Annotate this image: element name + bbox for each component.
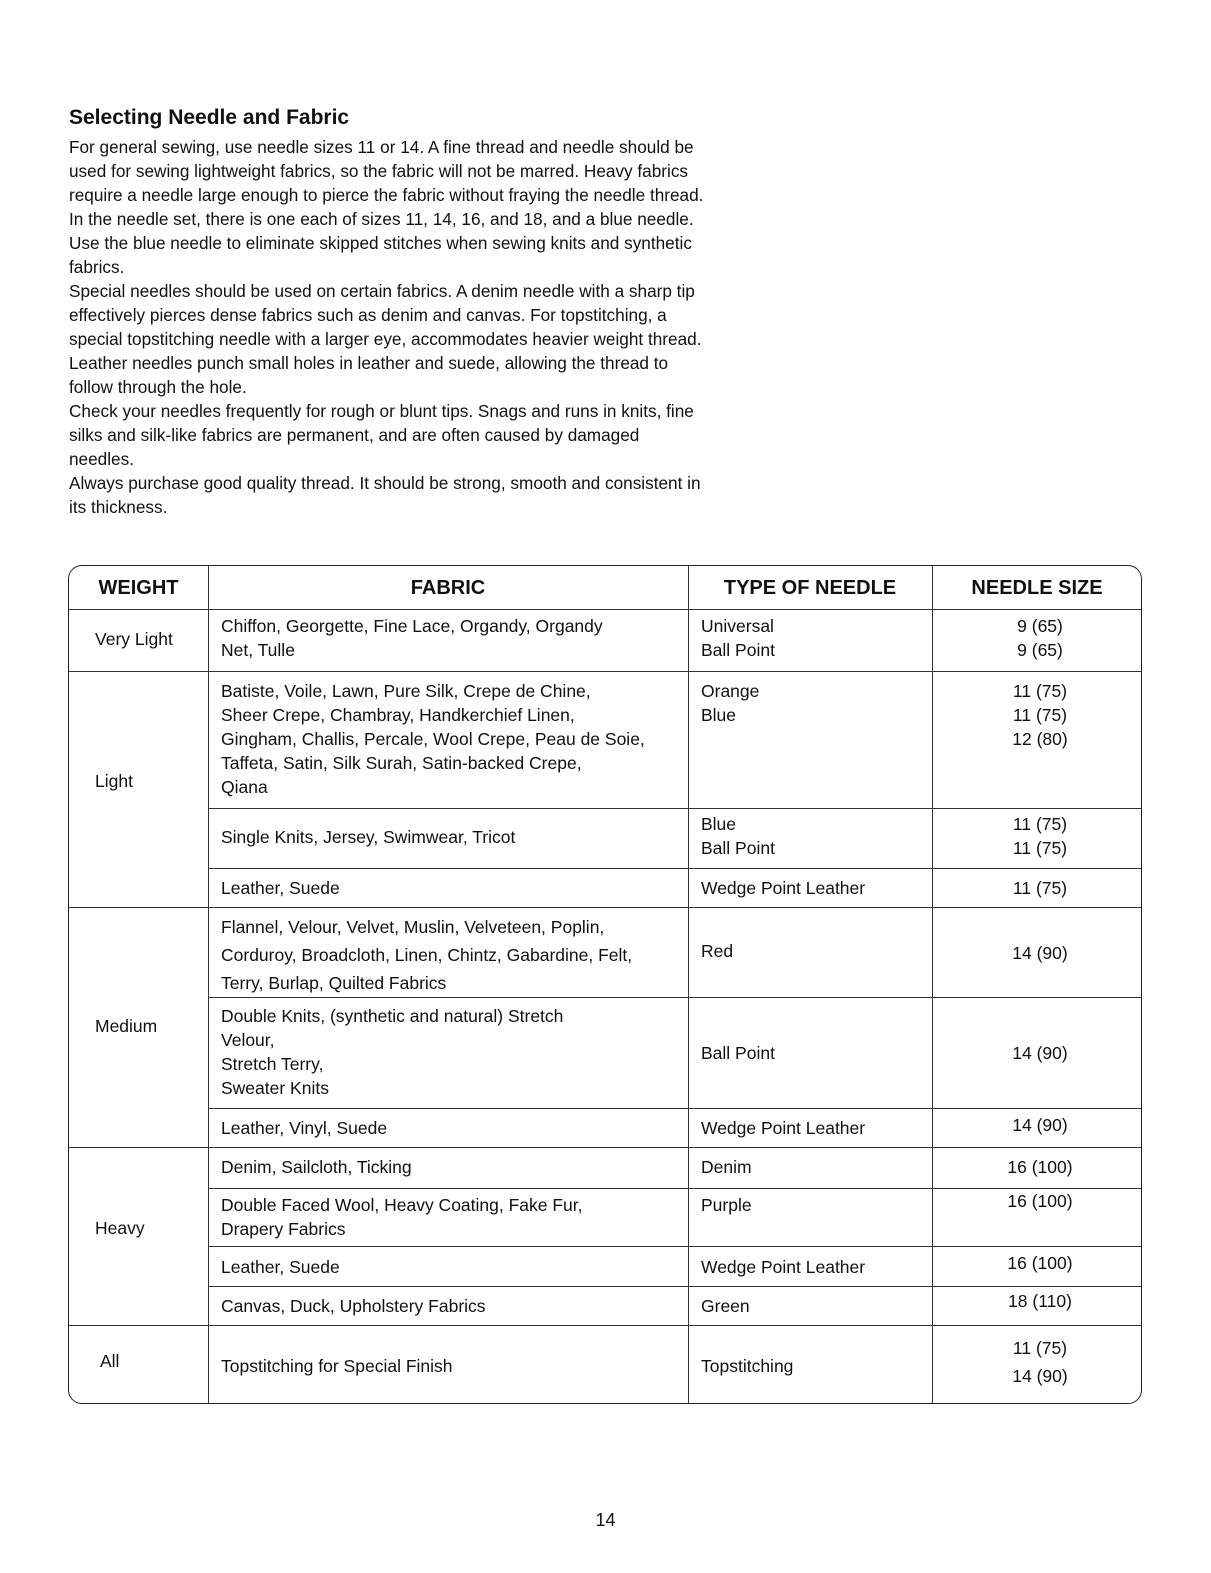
row-divider — [208, 1286, 1142, 1287]
needle-size-cell-line: 12 (80) — [1012, 729, 1068, 749]
needle-size-cell-line: 11 (75) — [1012, 814, 1068, 834]
intro-line: Leather needles punch small holes in leather and suede, allowing the thread to — [69, 353, 669, 373]
needle-size-cell-line: 14 (90) — [1012, 1366, 1068, 1386]
intro-paragraph — [69, 135, 829, 519]
needle-type-cell-line: Denim — [701, 1157, 752, 1177]
needle-size-cell-line: 11 (75) — [1012, 705, 1068, 725]
fabric-cell-line: Qiana — [221, 777, 268, 797]
fabric-cell — [221, 1193, 683, 1241]
row-divider — [208, 1246, 1142, 1247]
fabric-cell-line: Flannel, Velour, Velvet, Muslin, Velveteen, Poplin, — [221, 917, 605, 937]
intro-line: its thickness. — [69, 497, 168, 517]
needle-type-cell — [701, 939, 926, 963]
needle-type-cell-line: Red — [701, 941, 734, 961]
weight-light: Light — [95, 771, 133, 791]
needle-type-cell — [701, 1193, 926, 1217]
row-divider — [69, 1147, 1142, 1148]
fabric-cell-line: Double Knits, (synthetic and natural) Stretch — [221, 1006, 564, 1026]
fabric-cell — [221, 825, 683, 849]
header-needle-size: NEEDLE SIZE — [971, 577, 1103, 599]
intro-line: used for sewing lightweight fabrics, so the fabric will not be marred. Heavy fabrics — [69, 161, 689, 181]
fabric-cell — [221, 679, 683, 799]
fabric-cell-line: Canvas, Duck, Upholstery Fabrics — [221, 1296, 486, 1316]
needle-size-cell — [960, 1251, 1120, 1275]
needle-size-cell — [960, 1334, 1120, 1390]
needle-type-cell — [701, 876, 926, 900]
fabric-cell — [221, 1004, 683, 1100]
needle-size-cell — [960, 1113, 1120, 1137]
fabric-cell — [221, 1294, 683, 1318]
needle-type-cell-line: Blue — [701, 814, 737, 834]
fabric-cell-line: Leather, Vinyl, Suede — [221, 1118, 388, 1138]
intro-line: silks and silk-like fabrics are permanent, and are often caused by damaged — [69, 425, 640, 445]
header-fabric: FABRIC — [410, 577, 486, 599]
column-divider — [688, 566, 689, 1403]
fabric-cell — [221, 1255, 683, 1279]
needle-type-cell-line: Purple — [701, 1195, 752, 1215]
needle-type-cell-line: Wedge Point Leather — [701, 1257, 866, 1277]
needle-type-cell-line: Blue — [701, 705, 737, 725]
header-divider — [69, 609, 1142, 610]
needle-size-cell-line: 11 (75) — [1012, 838, 1068, 858]
row-divider — [208, 868, 1142, 869]
intro-line: fabrics. — [69, 257, 125, 277]
needle-size-cell-line: 14 (90) — [1012, 1043, 1068, 1063]
needle-type-cell — [701, 1116, 926, 1140]
row-divider — [208, 1188, 1142, 1189]
needle-type-cell — [701, 812, 926, 860]
needle-size-cell — [960, 1189, 1120, 1213]
fabric-cell-line: Batiste, Voile, Lawn, Pure Silk, Crepe de Chine, — [221, 681, 591, 701]
fabric-cell-line: Net, Tulle — [221, 640, 295, 660]
column-divider — [932, 566, 933, 1403]
fabric-cell-line: Corduroy, Broadcloth, Linen, Chintz, Gabardine, Felt, — [221, 945, 633, 965]
intro-line: effectively pierces dense fabrics such as denim and canvas. For topstitching, a — [69, 305, 667, 325]
intro-line: Use the blue needle to eliminate skipped stitches when sewing knits and synthetic — [69, 233, 692, 253]
intro-line: require a needle large enough to pierce the fabric without fraying the needle thread. — [69, 185, 704, 205]
needle-size-cell-line: 11 (75) — [1012, 681, 1068, 701]
needle-type-cell — [701, 1155, 926, 1179]
needle-size-cell — [960, 1155, 1120, 1179]
fabric-cell-line: Taffeta, Satin, Silk Surah, Satin-backed Crepe, — [221, 753, 582, 773]
needle-type-cell-line: Ball Point — [701, 640, 775, 660]
row-divider — [208, 1108, 1142, 1109]
fabric-cell — [221, 876, 683, 900]
needle-type-cell-line: Orange — [701, 681, 760, 701]
row-divider — [69, 1325, 1142, 1326]
needle-size-cell-line: 18 (110) — [1008, 1291, 1072, 1311]
needle-size-cell — [960, 614, 1120, 662]
needle-size-cell-line: 14 (90) — [1012, 1115, 1068, 1135]
needle-size-cell — [960, 941, 1120, 965]
needle-type-cell-line: Ball Point — [701, 1043, 775, 1063]
fabric-cell — [221, 614, 683, 662]
needle-size-cell-line: 11 (75) — [1012, 878, 1068, 898]
needle-type-cell — [701, 679, 926, 727]
intro-line: Always purchase good quality thread. It should be strong, smooth and consistent in — [69, 473, 701, 493]
needle-type-cell-line: Wedge Point Leather — [701, 878, 866, 898]
needle-type-cell — [701, 614, 926, 662]
header-type-of-needle: TYPE OF NEEDLE — [723, 577, 897, 599]
fabric-cell-line: Drapery Fabrics — [221, 1219, 346, 1239]
weight-medium: Medium — [95, 1016, 158, 1036]
intro-line: For general sewing, use needle sizes 11 or 14. A fine thread and needle should be — [69, 137, 694, 157]
weight-heavy: Heavy — [95, 1218, 145, 1238]
fabric-cell — [221, 1352, 683, 1380]
intro-line: follow through the hole. — [69, 377, 247, 397]
row-divider — [208, 997, 1142, 998]
needle-size-cell-line: 16 (100) — [1007, 1191, 1073, 1211]
needle-type-cell-line: Topstitching — [701, 1356, 794, 1376]
needle-size-cell — [960, 1289, 1120, 1313]
intro-line: Check your needles frequently for rough or blunt tips. Snags and runs in knits, fine — [69, 401, 694, 421]
fabric-cell-line: Double Faced Wool, Heavy Coating, Fake Fur, — [221, 1195, 583, 1215]
intro-line: Special needles should be used on certain fabrics. A denim needle with a sharp tip — [69, 281, 695, 301]
intro-line: special topstitching needle with a larger eye, accommodates heavier weight thread. — [69, 329, 702, 349]
needle-size-cell-line: 9 (65) — [1017, 640, 1063, 660]
fabric-cell-line: Velour, — [221, 1030, 275, 1050]
needle-type-cell — [701, 1255, 926, 1279]
needle-type-cell-line: Ball Point — [701, 838, 775, 858]
needle-type-cell-line: Wedge Point Leather — [701, 1118, 866, 1138]
needle-type-cell — [701, 1041, 926, 1065]
fabric-cell-line: Denim, Sailcloth, Ticking — [221, 1157, 412, 1177]
needle-type-cell-line: Green — [701, 1296, 750, 1316]
row-divider — [208, 808, 1142, 809]
fabric-cell-line: Topstitching for Special Finish — [221, 1356, 453, 1376]
needle-size-cell-line: 14 (90) — [1012, 943, 1068, 963]
needle-size-cell — [960, 812, 1120, 860]
section-title: Selecting Needle and Fabric — [69, 106, 350, 129]
fabric-cell-line: Gingham, Challis, Percale, Wool Crepe, Peau de Soie, — [221, 729, 645, 749]
needle-size-cell — [960, 876, 1120, 900]
row-divider — [69, 907, 1142, 908]
needle-type-cell-line: Universal — [701, 616, 774, 636]
needle-size-cell-line: 9 (65) — [1017, 616, 1063, 636]
fabric-cell-line: Single Knits, Jersey, Swimwear, Tricot — [221, 827, 516, 847]
needle-size-cell-line: 11 (75) — [1012, 1338, 1068, 1358]
weight-all: All — [100, 1351, 120, 1371]
fabric-cell-line: Stretch Terry, — [221, 1054, 324, 1074]
needle-size-cell-line: 16 (100) — [1007, 1253, 1073, 1273]
fabric-cell-line: Leather, Suede — [221, 878, 340, 898]
fabric-cell-line: Chiffon, Georgette, Fine Lace, Organdy, Organdy — [221, 616, 603, 636]
header-weight: WEIGHT — [98, 577, 179, 599]
column-divider — [208, 566, 209, 1403]
fabric-cell-line: Terry, Burlap, Quilted Fabrics — [221, 973, 447, 993]
needle-size-cell — [960, 1041, 1120, 1065]
page-number: 14 — [595, 1510, 616, 1530]
fabric-cell-line: Leather, Suede — [221, 1257, 340, 1277]
weight-very-light: Very Light — [95, 629, 173, 649]
needle-size-cell-line: 16 (100) — [1007, 1157, 1073, 1177]
fabric-cell — [221, 1155, 683, 1179]
intro-line: needles. — [69, 449, 134, 469]
intro-line: In the needle set, there is one each of sizes 11, 14, 16, and 18, and a blue needle. — [69, 209, 694, 229]
fabric-cell — [221, 913, 683, 997]
fabric-cell-line: Sheer Crepe, Chambray, Handkerchief Linen, — [221, 705, 575, 725]
needle-type-cell — [701, 1352, 926, 1380]
row-divider — [69, 671, 1142, 672]
fabric-cell-line: Sweater Knits — [221, 1078, 329, 1098]
needle-size-cell — [960, 679, 1120, 751]
fabric-cell — [221, 1116, 683, 1140]
needle-type-cell — [701, 1294, 926, 1318]
